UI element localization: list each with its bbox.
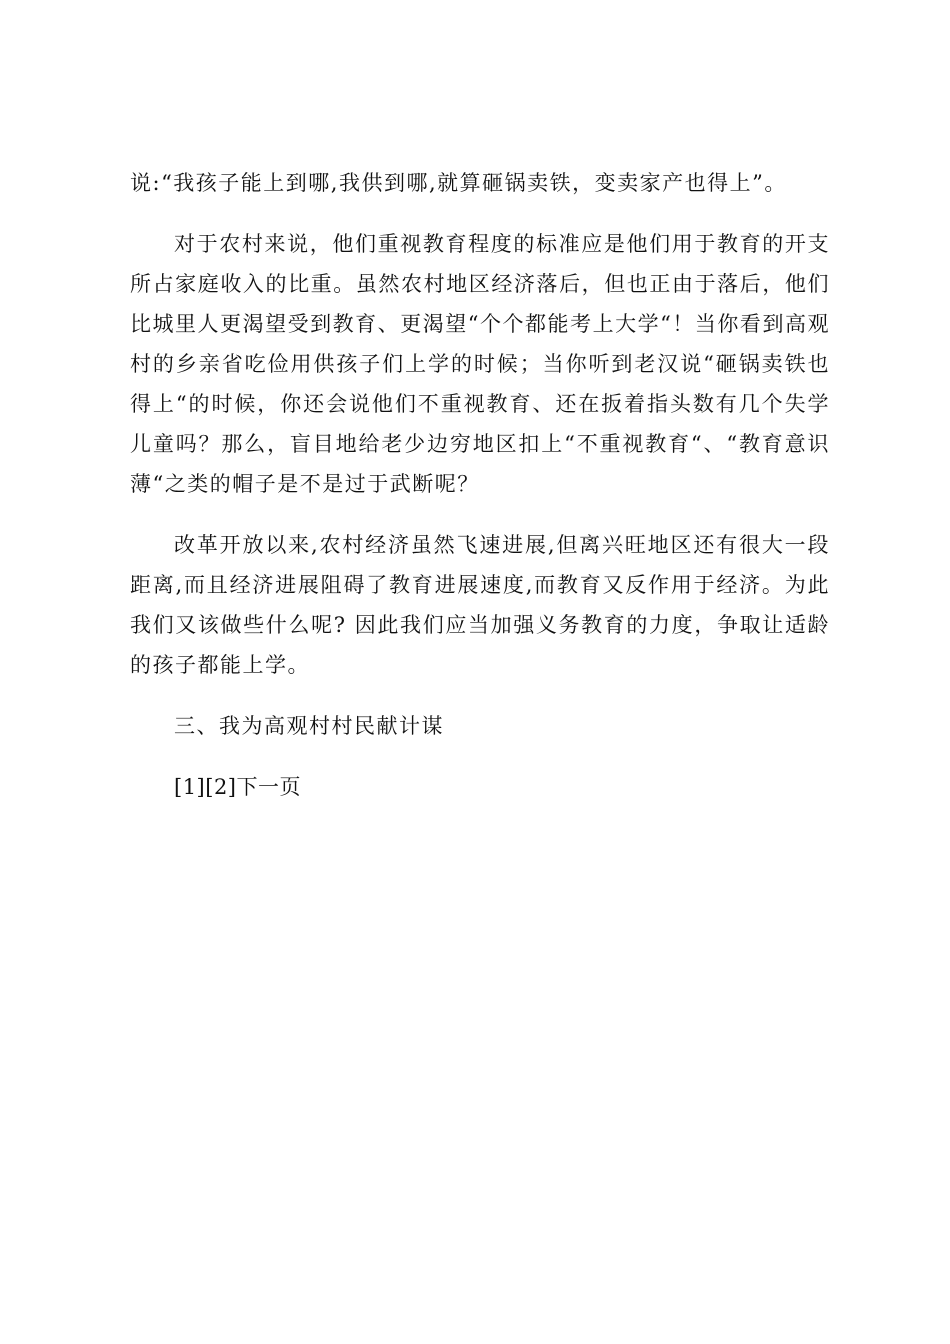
paragraph-quote-continuation: 说:“我孩子能上到哪,我供到哪,就算砸锅卖铁，变卖家产也得上”。 (130, 171, 787, 195)
paragraph-education-spending: 对于农村来说，他们重视教育程度的标准应是他们用于教育的开支所占家庭收入的比重。虽然农村地区经济落后，但也正由于落后，他们比城里人更渴望受到教育、更渴望“个个都能考上大学“！当你看到高观村的乡亲省吃俭用供孩子们上学的时候；当你听到老汉说“砸锅卖铁也得上“的时候，你还会说他们不重视教育、还在扳着指头数有几个失学儿童吗？那么，盲目地给老少边穷地区扣上“不重视教育“、“教育意识薄“之类的帽子是不是过于武断呢？ (130, 232, 830, 496)
article-body (130, 163, 830, 807)
pagination (130, 767, 830, 807)
page-link-1[interactable]: [1] (174, 775, 206, 799)
paragraph-economic-reform: 改革开放以来,农村经济虽然飞速进展,但离兴旺地区还有很大一段距离,而且经济进展阻碍了教育进展速度,而教育又反作用于经济。为此我们又该做些什么呢? 因此我们应当加强义务教育的力度，争取让适龄的孩子都能上学。 (130, 533, 830, 677)
section-heading: 三、我为高观村村民献计谋 (174, 714, 444, 738)
page-link-2[interactable]: [2] (205, 775, 237, 799)
next-page-link[interactable]: 下一页 (236, 775, 301, 799)
